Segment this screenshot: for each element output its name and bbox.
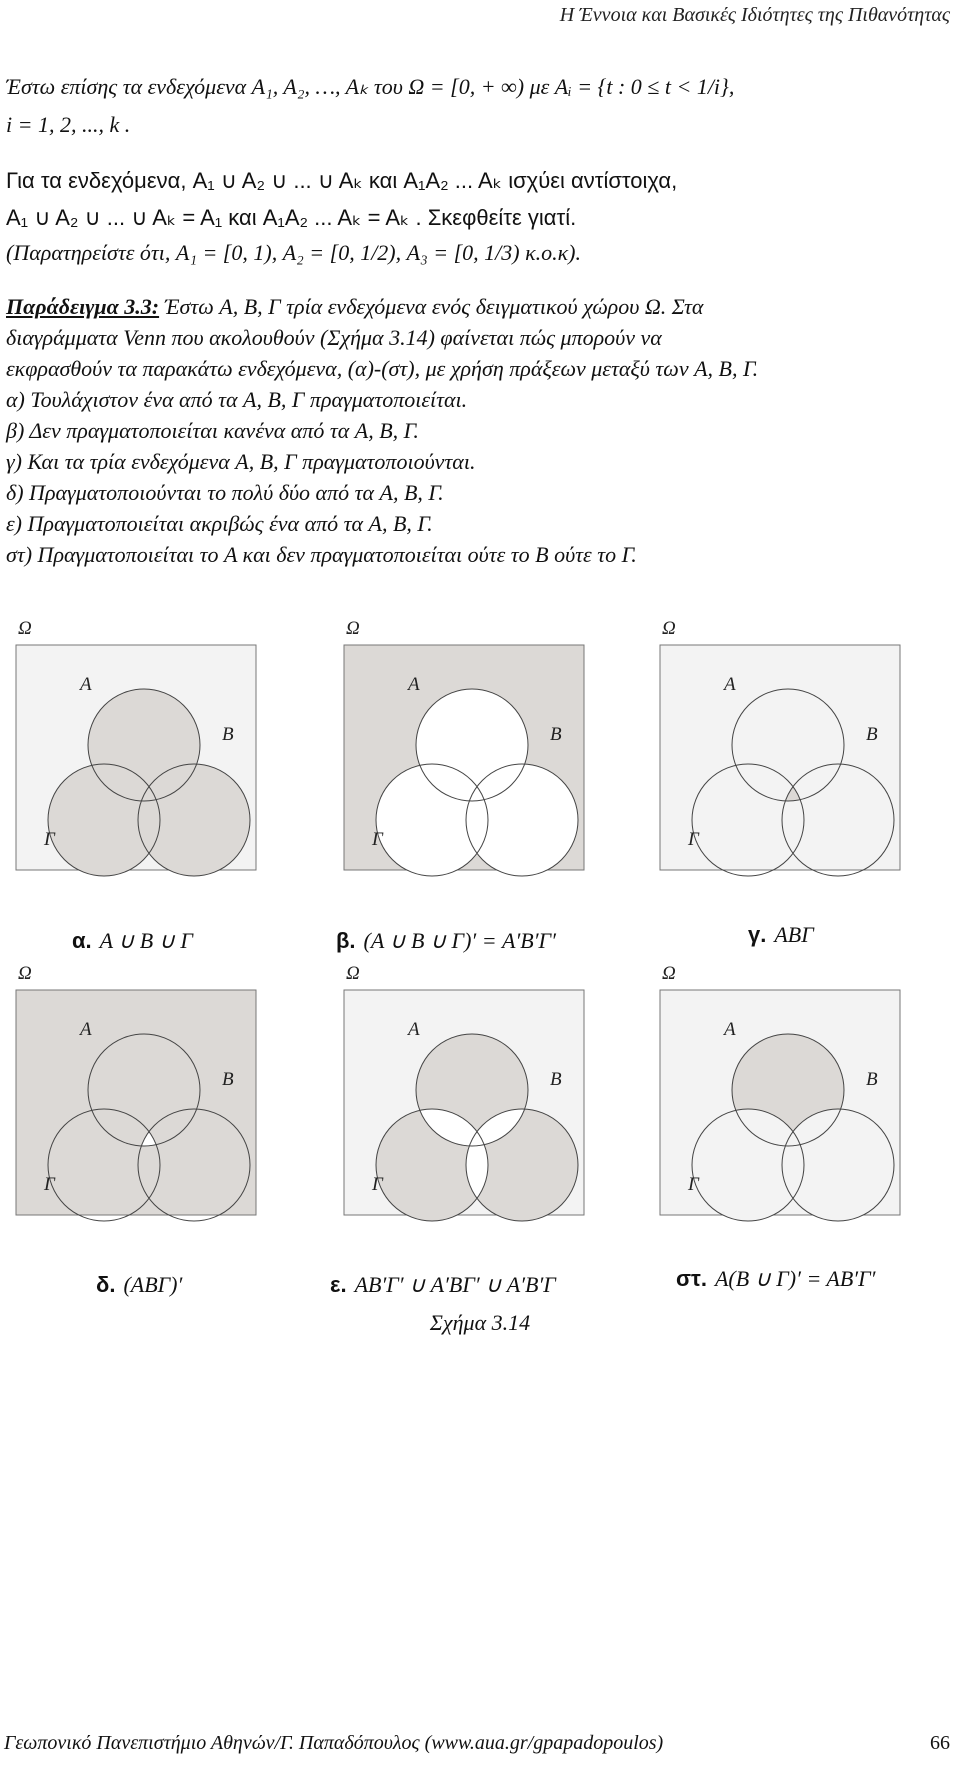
venn-panel-f	[648, 965, 920, 1245]
figure-caption: Σχήμα 3.14	[429, 1310, 531, 1335]
set-b-label: B	[550, 1069, 562, 1090]
footer-text: Γεωπονικό Πανεπιστήμιο Αθηνών/Γ. Παπαδόπουλος (www.aua.gr/gpapadopoulos)	[4, 1732, 664, 1754]
text-line-4: A₁ ∪ A₂ ∪ ... ∪ Aₖ = A₁ και A₁A₂ ... Aₖ = Aₖ . Σκεφθείτε γιατί.	[6, 205, 577, 230]
item-f: στ) Πραγματοποιείται το A και δεν πραγματοποιείται ούτε το B ούτε το Γ.	[6, 542, 637, 567]
venn-diagram	[332, 620, 604, 900]
set-g-label: Γ	[688, 829, 699, 850]
set-g-label: Γ	[688, 1174, 699, 1195]
text-line-3: Για τα ενδεχόμενα, A₁ ∪ A₂ ∪ ... ∪ Aₖ και A₁A₂ ... Aₖ ισχύει αντίστοιχα,	[6, 168, 678, 193]
set-b-label: B	[550, 724, 562, 745]
venn-diagram	[648, 965, 920, 1245]
venn-panel-a	[4, 620, 276, 900]
text-line-2: i = 1, 2, ..., k .	[6, 112, 131, 137]
set-g-label: Γ	[44, 829, 55, 850]
caption-c: γ. ABΓ	[748, 922, 814, 947]
venn-diagram	[332, 965, 604, 1245]
example-paragraph	[6, 294, 703, 320]
caption-b: β. (A ∪ B ∪ Γ)′ = A′B′Γ′	[336, 928, 556, 953]
set-a-label: A	[408, 1019, 420, 1040]
item-e: ε) Πραγματοποιείται ακριβώς ένα από τα A, B, Γ.	[6, 511, 433, 536]
omega-label: Ω	[18, 963, 32, 984]
set-b-label: B	[222, 724, 234, 745]
text-line-1: Έστω επίσης τα ενδεχόμενα A₁, A₂, …, Aₖ του Ω = [0, + ∞) με Aᵢ = {t : 0 ≤ t < 1/i},	[6, 74, 735, 99]
set-g-label: Γ	[44, 1174, 55, 1195]
page-footer	[4, 1732, 950, 1755]
set-b-label: B	[866, 1069, 878, 1090]
set-g-label: Γ	[372, 829, 383, 850]
text-line-5: (Παρατηρείστε ότι, A₁ = [0, 1), A₂ = [0, 1/2), A₃ = [0, 1/3) κ.ο.κ).	[6, 240, 582, 265]
example-label: Παράδειγμα 3.3:	[6, 294, 160, 319]
text-line-7: διαγράμματα Venn που ακολουθούν (Σχήμα 3.14) φαίνεται πώς μπορούν να	[6, 325, 662, 350]
item-c: γ) Και τα τρία ενδεχόμενα A, B, Γ πραγματοποιούνται.	[6, 449, 476, 474]
caption-d: δ. (ABΓ)′	[96, 1272, 183, 1297]
venn-diagram	[648, 620, 920, 900]
caption-e: ε. AB′Γ′ ∪ A′BΓ′ ∪ A′B′Γ	[330, 1272, 556, 1297]
item-b: β) Δεν πραγματοποιείται κανένα από τα A, B, Γ.	[6, 418, 419, 443]
set-a-label: A	[724, 1019, 736, 1040]
caption-f: στ. A(B ∪ Γ)′ = AB′Γ′	[676, 1266, 876, 1291]
omega-label: Ω	[346, 618, 360, 639]
running-header: Η Έννοια και Βασικές Ιδιότητες της Πιθανότητας	[559, 4, 950, 26]
caption-a: α. A ∪ B ∪ Γ	[72, 928, 193, 953]
venn-panel-c	[648, 620, 920, 900]
omega-label: Ω	[346, 963, 360, 984]
set-b-label: B	[222, 1069, 234, 1090]
venn-diagram	[4, 965, 276, 1245]
set-b-label: B	[866, 724, 878, 745]
text-line-8: εκφρασθούν τα παρακάτω ενδεχόμενα, (α)-(στ), με χρήση πράξεων μεταξύ των A, B, Γ.	[6, 356, 759, 381]
example-intro: Έστω A, B, Γ τρία ενδεχόμενα ενός δειγματικού χώρου Ω. Στα	[159, 294, 704, 319]
omega-label: Ω	[18, 618, 32, 639]
omega-label: Ω	[662, 618, 676, 639]
venn-panel-e	[332, 965, 604, 1245]
set-a-label: A	[724, 674, 736, 695]
venn-panel-d	[4, 965, 276, 1245]
set-g-label: Γ	[372, 1174, 383, 1195]
set-a-label: A	[80, 674, 92, 695]
venn-diagram	[4, 620, 276, 900]
omega-label: Ω	[662, 963, 676, 984]
set-a-label: A	[408, 674, 420, 695]
item-d: δ) Πραγματοποιούνται το πολύ δύο από τα A, B, Γ.	[6, 480, 444, 505]
item-a: α) Τουλάχιστον ένα από τα A, B, Γ πραγματοποιείται.	[6, 387, 468, 412]
page-number: 66	[930, 1732, 950, 1754]
set-a-label: A	[80, 1019, 92, 1040]
venn-panel-b	[332, 620, 604, 900]
